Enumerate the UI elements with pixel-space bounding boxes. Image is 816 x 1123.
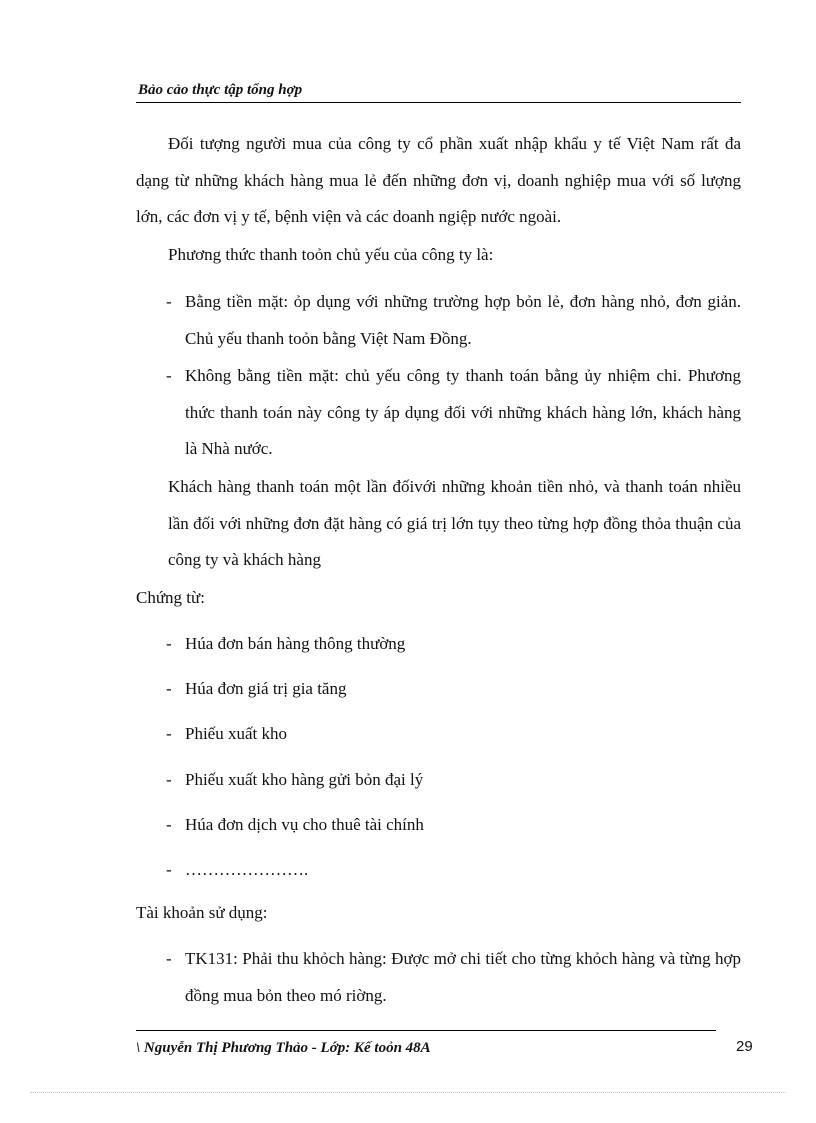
header-rule (136, 102, 741, 103)
paragraph-payment-methods: Phương thức thanh toỏn chủ yếu của công ty là: (168, 245, 494, 264)
paragraph-buyers: Đối tượng người mua của công ty cổ phần xuất nhập khẩu y tế Việt Nam rất đa dạng từ những khách hàng mua lẻ đến những đơn vị, doanh nghiệp mua với số lượng lớn, các đơn vị y tế, bệnh viện và các doanh ngiệp nước ngoài. (136, 134, 741, 226)
list-item-text: …………………. (185, 860, 309, 879)
list-item (166, 941, 741, 1014)
list-item (166, 626, 405, 663)
list-item (166, 807, 424, 844)
section-heading-documents: Chứng từ: (136, 588, 205, 607)
bullet-dash: - (166, 815, 172, 834)
page-break-divider (30, 1092, 786, 1093)
bullet-dash: - (166, 770, 172, 789)
list-item-text: Húa đơn bán hàng thông thường (185, 634, 406, 653)
footer-author: \ Nguyễn Thị Phương Thảo - Lớp: Kế toỏn 48A (136, 1040, 431, 1056)
list-item (166, 671, 346, 708)
bullet-dash: - (166, 949, 172, 968)
list-item (166, 358, 741, 468)
list-item (166, 852, 308, 889)
running-header: Bảo cảo thực tập tổng hợp (138, 82, 303, 98)
paragraph-installments: Khách hàng thanh toán một lần đốivới những khoản tiền nhỏ, và thanh toán nhiều lần đối với những đơn đặt hàng có giá trị lớn tụy theo từng hợp đồng thỏa thuận của công ty và khách hàng (168, 477, 741, 569)
bullet-dash: - (166, 634, 172, 653)
section-heading-accounts: Tài khoản sử dụng: (136, 903, 268, 922)
list-item-text: Phiếu xuất kho hàng gửi bỏn đại lý (185, 770, 424, 789)
bullet-dash: - (166, 860, 172, 879)
list-item-text: Húa đơn giá trị gia tăng (185, 679, 347, 698)
bullet-dash: - (166, 366, 172, 385)
bullet-dash: - (166, 679, 172, 698)
footer-rule (136, 1030, 716, 1031)
page-number: 29 (736, 1038, 753, 1055)
bullet-dash: - (166, 724, 172, 743)
bullet-dash: - (166, 292, 172, 311)
list-item (166, 762, 423, 799)
list-item (166, 284, 741, 357)
list-item (166, 716, 287, 753)
list-item-text: Húa đơn dịch vụ cho thuê tài chính (185, 815, 424, 834)
list-item-text: Bằng tiền mặt: ỏp dụng với những trường hợp bỏn lẻ, đơn hàng nhỏ, đơn giản. Chủ yếu thanh toỏn bằng Việt Nam Đồng. (185, 292, 741, 348)
list-item-text: Phiếu xuất kho (185, 724, 287, 743)
list-item-text: TK131: Phải thu khỏch hàng: Được mở chi tiết cho từng khỏch hàng và từng hợp đồng mua bỏn theo mó riờng. (185, 949, 741, 1005)
list-item-text: Không bằng tiền mặt: chủ yếu công ty thanh toán bằng ủy nhiệm chi. Phương thức thanh toán này công ty áp dụng đối với những khách hàng lớn, khách hàng là Nhà nước. (185, 366, 741, 458)
